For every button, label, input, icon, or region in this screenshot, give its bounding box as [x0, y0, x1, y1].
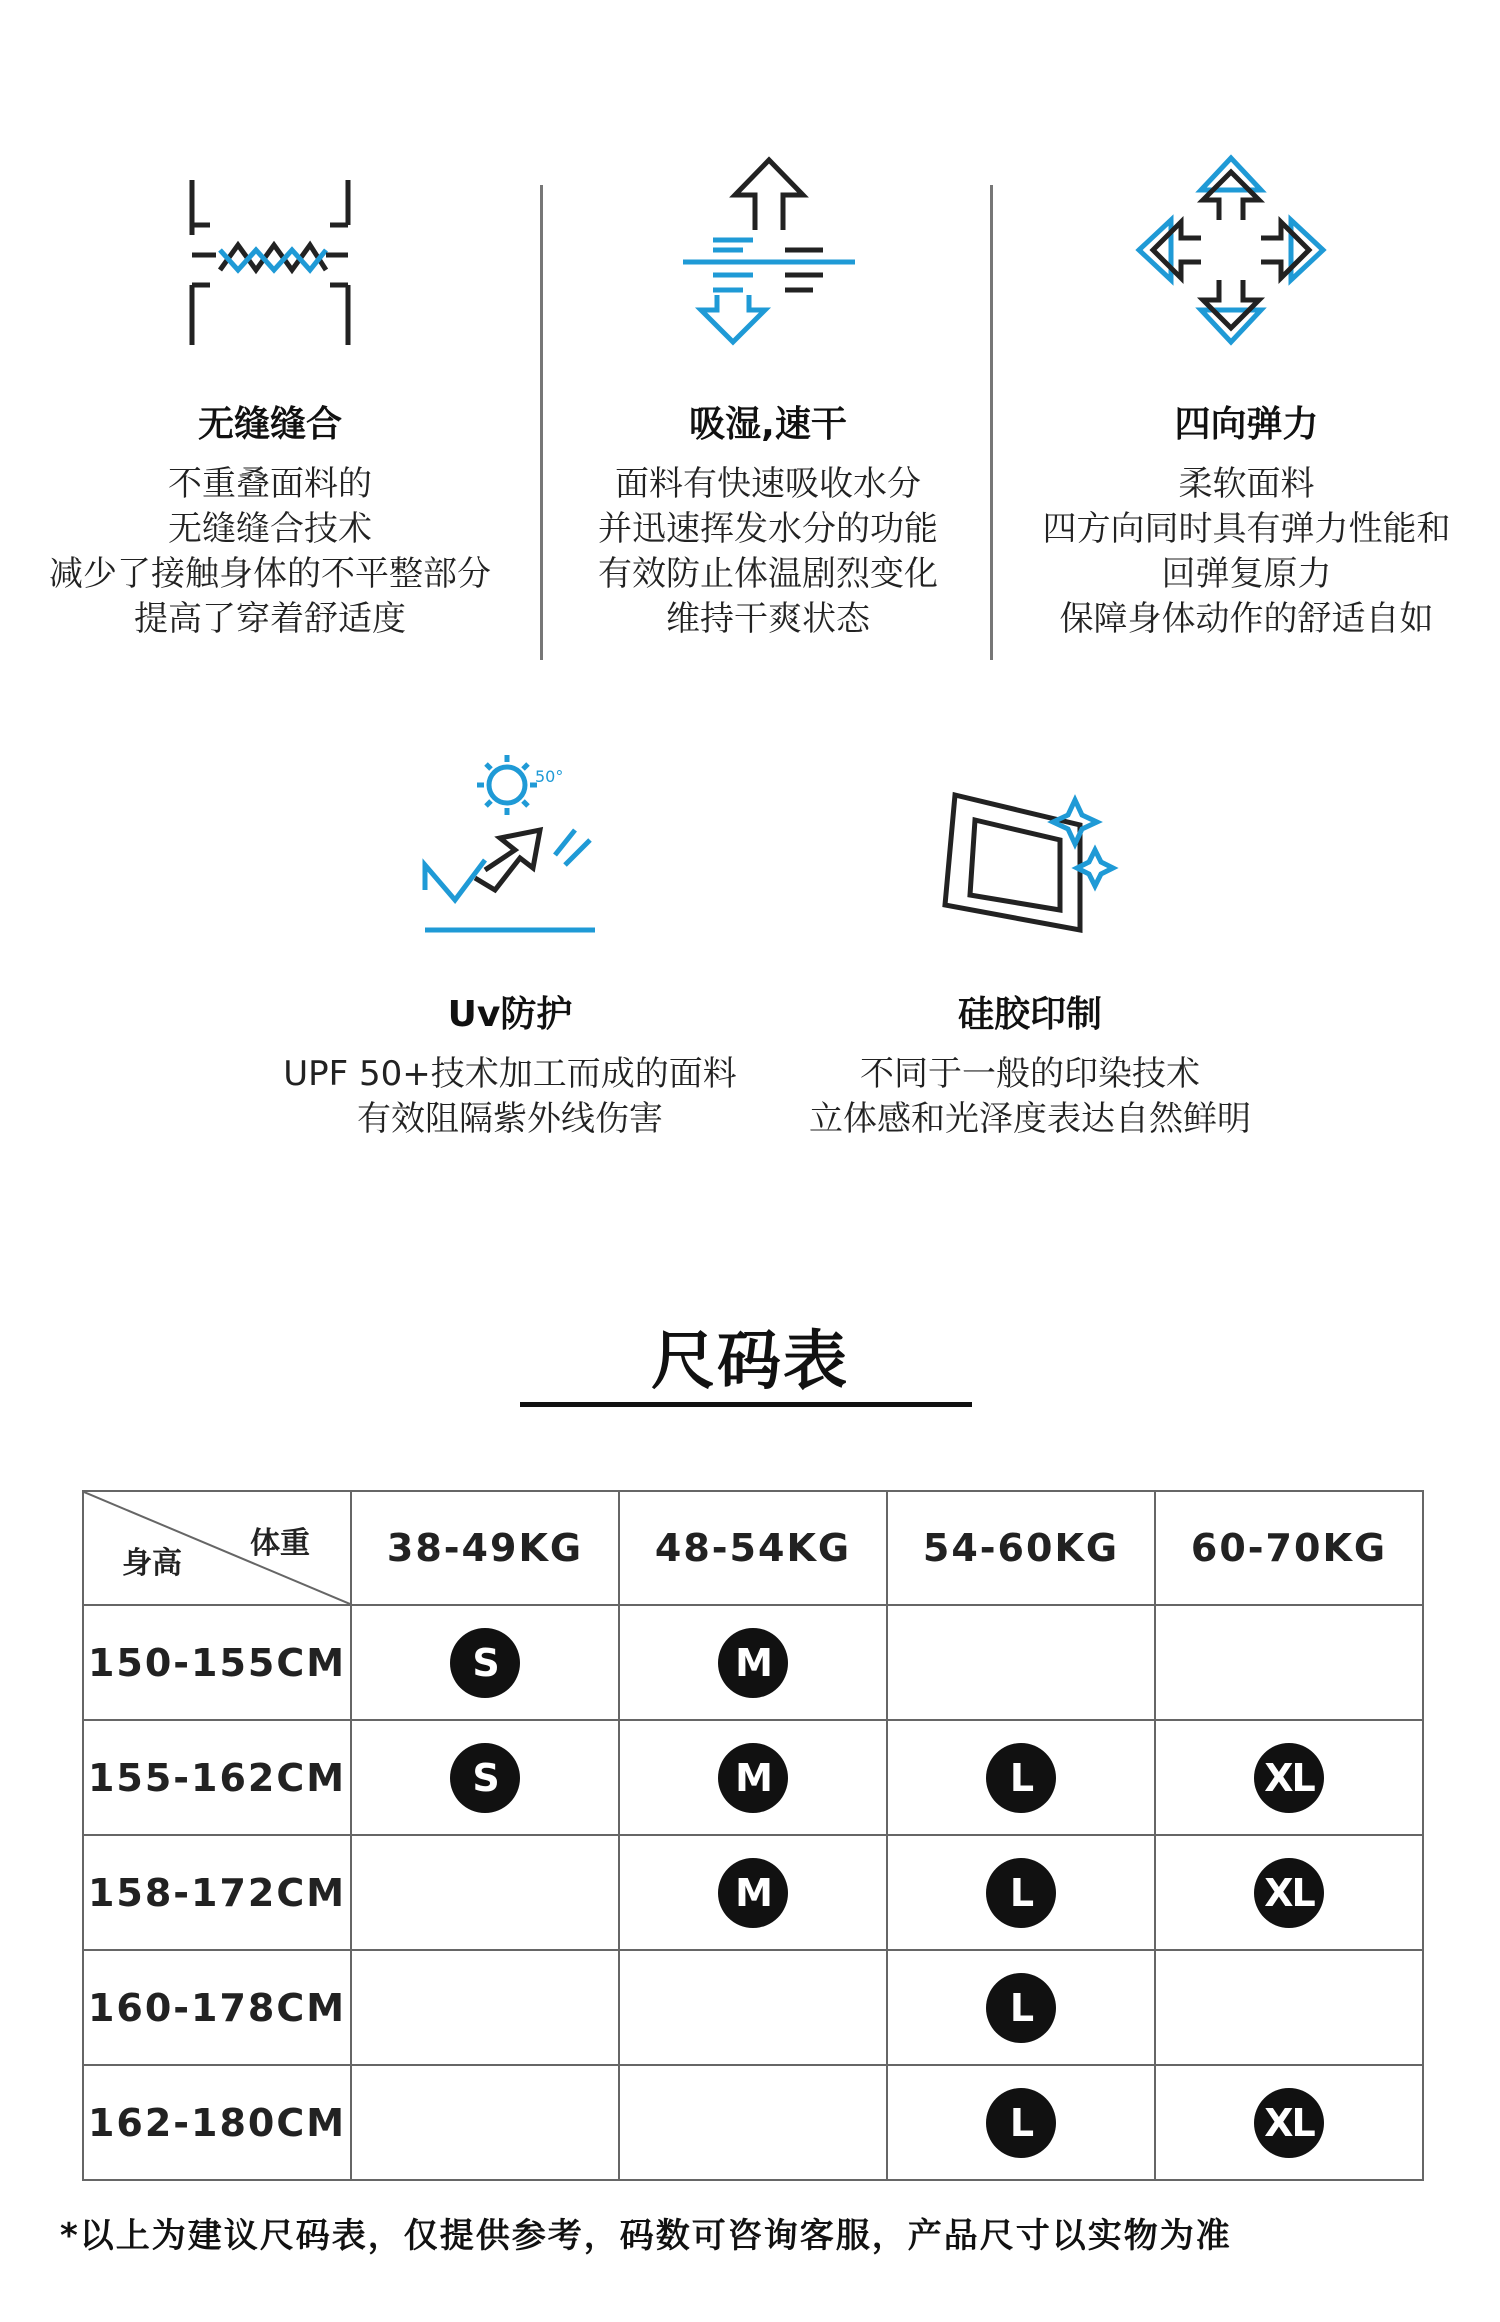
feature-description: [780, 1052, 1280, 1142]
height-range-cell: 158-172CM: [83, 1835, 351, 1950]
feature-title: 无缝缝合: [197, 404, 342, 445]
size-cell: [351, 1720, 619, 1835]
size-badge: M: [718, 1858, 788, 1928]
corner-cell: [83, 1491, 351, 1605]
size-cell: [351, 1605, 619, 1720]
feature-line: 提高了穿着舒适度: [134, 599, 406, 639]
feature-description: [260, 1052, 760, 1142]
size-badge: S: [450, 1628, 520, 1698]
moisture-wicking-icon: [673, 150, 863, 350]
feature-line: 维持干爽状态: [666, 599, 870, 639]
title-underline: [520, 1402, 972, 1407]
size-cell: [351, 1950, 619, 2065]
feature-title: Uv防护: [447, 994, 573, 1035]
feature-line: 立体感和光泽度表达自然鲜明: [809, 1099, 1251, 1139]
size-cell: [1155, 1720, 1423, 1835]
size-cell: [351, 1835, 619, 1950]
feature-description: [543, 462, 993, 642]
feature-line: 并迅速挥发水分的功能: [598, 509, 938, 549]
table-row: [83, 1950, 1423, 2065]
size-cell: [619, 1720, 887, 1835]
height-range-cell: 155-162CM: [83, 1720, 351, 1835]
weight-label: 体重: [250, 1526, 310, 1561]
silicone-print-icon: [930, 780, 1130, 960]
size-badge: M: [718, 1743, 788, 1813]
size-cell: [1155, 1605, 1423, 1720]
feature-title: 四向弹力: [1174, 404, 1319, 445]
size-chart-table: [82, 1490, 1424, 2181]
feature-title: 硅胶印制: [957, 994, 1102, 1035]
uv-degree-label: 50°: [535, 767, 564, 786]
size-chart-title: 尺码表: [651, 1325, 849, 1399]
column-header: 54-60KG: [887, 1491, 1155, 1605]
size-cell: [619, 1835, 887, 1950]
column-header: 38-49KG: [351, 1491, 619, 1605]
feature-line: 保障身体动作的舒适自如: [1059, 599, 1434, 639]
feature-line: 不重叠面料的: [168, 464, 372, 504]
feature-line: 有效防止体温剧烈变化: [598, 554, 938, 594]
size-cell: [619, 1605, 887, 1720]
height-range-cell: 160-178CM: [83, 1950, 351, 2065]
seamless-stitch-icon: [180, 175, 360, 355]
table-header-row: [83, 1491, 1423, 1605]
size-cell: [619, 1950, 887, 2065]
size-badge: XL: [1254, 2088, 1324, 2158]
size-cell: [887, 2065, 1155, 2180]
size-badge: XL: [1254, 1858, 1324, 1928]
size-note: *以上为建议尺码表，仅提供参考，码数可咨询客服，产品尺寸以实物为准: [60, 2216, 1232, 2256]
size-badge: L: [986, 1743, 1056, 1813]
column-header: 48-54KG: [619, 1491, 887, 1605]
uv-protection-icon: [415, 750, 615, 950]
size-cell: [887, 1720, 1155, 1835]
feature-line: 四方向同时具有弹力性能和: [1042, 509, 1451, 549]
size-badge: L: [986, 1858, 1056, 1928]
feature-line: 无缝缝合技术: [168, 509, 372, 549]
feature-line: 减少了接触身体的不平整部分: [49, 554, 491, 594]
column-header: 60-70KG: [1155, 1491, 1423, 1605]
size-badge: L: [986, 2088, 1056, 2158]
size-badge: S: [450, 1743, 520, 1813]
height-range-cell: 150-155CM: [83, 1605, 351, 1720]
height-label: 身高: [122, 1546, 182, 1581]
feature-line: UPF 50+技术加工而成的面料: [283, 1054, 737, 1094]
feature-line: 不同于一般的印染技术: [860, 1054, 1200, 1094]
table-row: [83, 1835, 1423, 1950]
size-badge: L: [986, 1973, 1056, 2043]
size-cell: [351, 2065, 619, 2180]
table-row: [83, 1605, 1423, 1720]
four-way-stretch-icon: [1131, 150, 1331, 350]
feature-line: 回弹复原力: [1161, 554, 1332, 594]
size-badge: XL: [1254, 1743, 1324, 1813]
feature-title: 吸湿,速干: [689, 404, 847, 445]
size-cell: [887, 1835, 1155, 1950]
height-range-cell: 162-180CM: [83, 2065, 351, 2180]
size-cell: [887, 1950, 1155, 2065]
table-row: [83, 1720, 1423, 1835]
feature-line: 柔软面料: [1178, 464, 1315, 504]
size-cell: [1155, 1835, 1423, 1950]
feature-line: 面料有快速吸收水分: [615, 464, 921, 504]
size-cell: [1155, 2065, 1423, 2180]
feature-description: [0, 462, 540, 642]
feature-line: 有效阻隔紫外线伤害: [357, 1099, 663, 1139]
table-row: [83, 2065, 1423, 2180]
size-cell: [619, 2065, 887, 2180]
feature-description: [993, 462, 1500, 642]
size-cell: [1155, 1950, 1423, 2065]
size-badge: M: [718, 1628, 788, 1698]
size-cell: [887, 1605, 1155, 1720]
